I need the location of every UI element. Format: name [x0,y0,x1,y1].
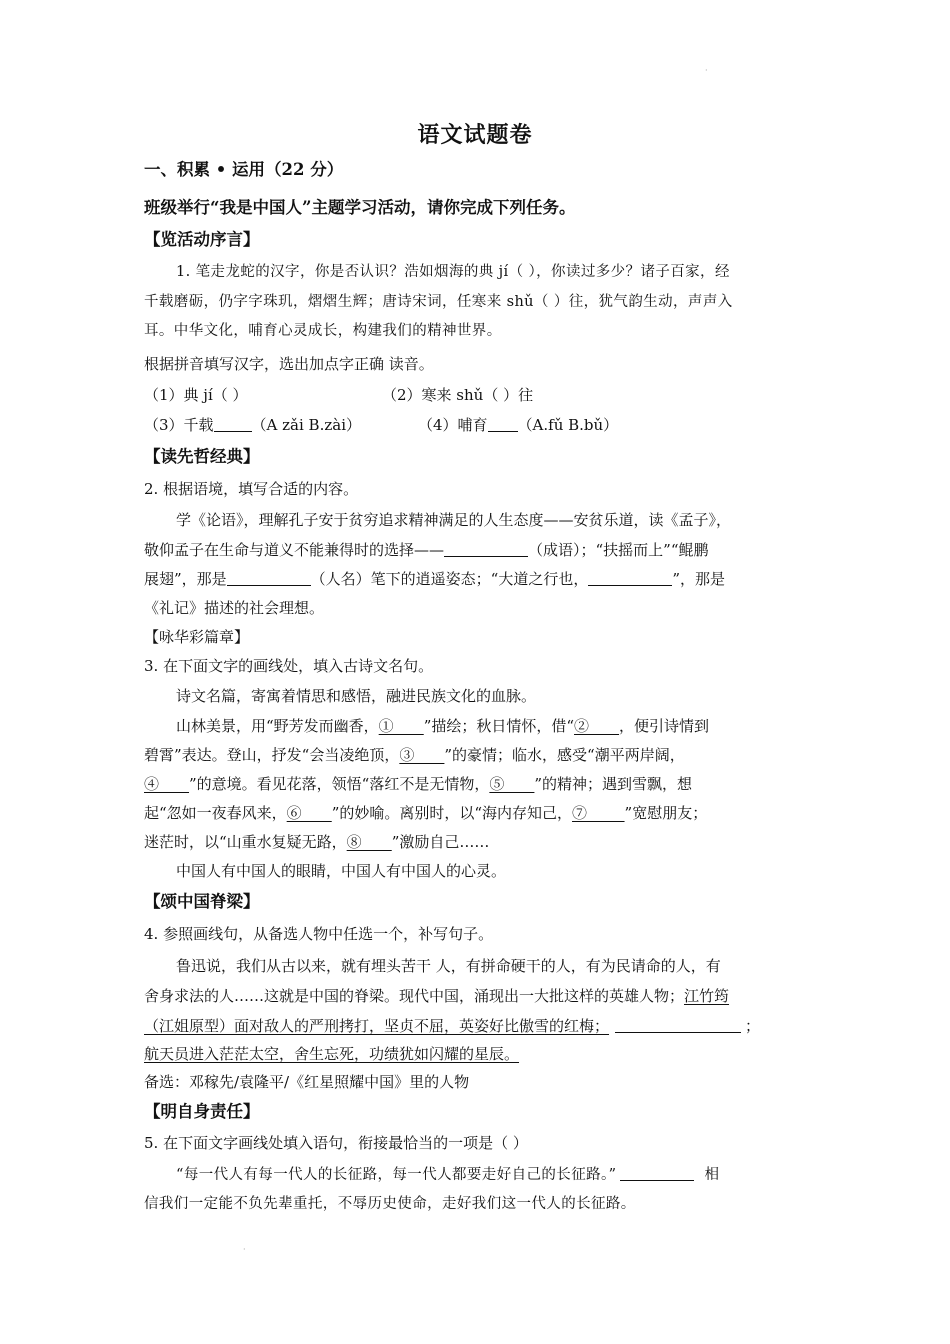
poem-blank-7[interactable]: ⑦_____ [572,804,625,822]
part1-heading: 【览活动序言】 [144,230,260,249]
poem-blank-1[interactable]: ①____ [378,717,424,735]
part3-text: ”的精神；遇到雪飘，想 [534,775,693,793]
part5-line: 信我们一定能不负先辈重托，不辱历史使命，走好我们这一代人的长征路。 [144,1196,636,1212]
page-title: 语文试题卷 [417,122,533,148]
part3-heading: 【咏华彩篇章】 [144,628,250,646]
quote-blank[interactable] [588,571,672,586]
part3-line [144,803,804,823]
part5-question: 5. 在下面文字画线处填入语句，衔接最恰当的一项是（ ） [144,1134,528,1152]
part1-q4 [418,415,718,435]
poem-blank-3[interactable]: ③____ [399,746,445,764]
part1-passage-line: 耳。中华文化，哺育心灵成长，构建我们的精神世界。 [144,323,502,339]
footer-mark: · [243,1245,246,1254]
part3-text: ”的妙喻。离别时，以“海内存知己， [331,804,573,822]
part2-line: 《礼记》描述的社会理想。 [144,599,325,617]
part1-passage-line: 千载磨砺，仍字字珠玑，熠熠生辉；唐诗宋词，任寒来 shǔ（ ）往，犹气韵生动，声声入 [144,294,733,310]
part5-heading: 【明自身责任】 [144,1102,260,1121]
part5-line [176,1165,836,1185]
part2-text: （人名）笔下的逍遥姿态；“大道之行也， [310,570,589,588]
part3-text: 碧霄”表达。登山，抒发“会当凌绝顶， [144,746,400,764]
part2-line: 学《论语》，理解孔子安于贫穷追求精神满足的人生态度——安贫乐道，读《孟子》， [176,511,732,529]
part2-text: 敬仰孟子在生命与道义不能兼得时的选择—— [144,541,445,559]
part3-text: ”的意境。看见花落，领悟“落红不是无情物， [189,775,490,793]
sentence-blank[interactable] [615,1018,741,1033]
part3-text: ，便引诗情到 [619,717,710,735]
name-blank[interactable] [227,571,311,586]
part3-line: 中国人有中国人的眼睛，中国人有中国人的心灵。 [176,862,507,880]
q3-blank[interactable] [214,417,252,432]
model-sentence: （江姐原型）面对敌人的严刑拷打，坚贞不屈，英姿好比傲雪的红梅； [144,1017,610,1035]
part3-line [176,716,836,736]
part2-line [144,540,804,560]
part2-question: 2. 根据语境，填写合适的内容。 [144,480,359,498]
part4-heading: 【颂中国脊梁】 [144,892,260,911]
part4-line: 鲁迅说，我们从古以来，就有埋头苦干 人，有拼命硬干的人，有为民请命的人，有 [176,957,721,975]
part4-line [144,1044,804,1064]
part1-q1: （1）典 jí（ ） [144,386,248,404]
header-mark: · [705,66,708,75]
part2-text: ”，那是 [672,570,726,588]
model-sentence: 江竹筠 [684,987,730,1005]
part2-line [144,569,804,589]
part3-text: 山林美景，用“野芳发而幽香， [176,717,379,735]
model-sentence: 航天员进入茫茫太空，舍生忘死，功绩犹如闪耀的星辰。 [144,1045,520,1063]
part5-text: 相 [704,1167,720,1183]
part4-text: 舍身求法的人……这就是中国的脊梁。现代中国，涌现出一大批这样的英雄人物； [144,987,685,1005]
part1-q3 [144,415,384,435]
part2-text: 展翅”，那是 [144,570,227,588]
part1-passage-line: 1. 笔走龙蛇的汉字，你是否认识？浩如烟海的典 jí（ ），你读过多少？诸子百家，经 [176,264,730,280]
part3-text: 起“忽如一夜春风来， [144,804,287,822]
part4-line [144,1016,804,1036]
part4-text: ； [745,1017,761,1035]
q4-prefix: （4）哺育 [418,416,488,434]
part3-text: ”描绘；秋日情怀，借“ [423,717,575,735]
part3-line [144,832,804,852]
q3-options: （A zǎi B.zài） [251,416,361,434]
poem-blank-4[interactable]: ④____ [144,775,190,793]
part3-line: 诗文名篇，寄寓着情思和感悟，融进民族文化的血脉。 [176,687,537,705]
poem-blank-8[interactable]: ⑧____ [346,833,392,851]
part3-text: ”宽慰朋友； [624,804,708,822]
part2-text: （成语）；“扶摇而上”“鲲鹏 [528,541,709,559]
part3-text: 迷茫时，以“山重水复疑无路， [144,833,347,851]
part1-instruction: 根据拼音填写汉字，选出加点字正确 读音。 [144,355,434,373]
q4-blank[interactable] [488,417,518,432]
idiom-blank[interactable] [444,542,528,557]
part3-line [144,774,804,794]
part5-text: “每一代人有每一代人的长征路，每一代人都要走好自己的长征路。” [176,1167,617,1183]
part3-text: ”激励自己…… [391,833,490,851]
part1-q2: （2）寒来 shǔ（ ）往 [382,386,534,404]
part4-options: 备选：邓稼先/袁隆平/《红星照耀中国》里的人物 [144,1073,470,1091]
part4-question: 4. 参照画线句，从备选人物中任选一个，补写句子。 [144,925,494,943]
part3-text: ”的豪情；临水，感受“潮平两岸阔， [444,746,685,764]
part3-line [144,745,804,765]
section-intro: 班级举行“我是中国人”主题学习活动，请你完成下列任务。 [144,198,576,217]
q4-options: （A.fǔ B.bǔ） [517,416,619,434]
poem-blank-5[interactable]: ⑤____ [489,775,535,793]
poem-blank-2[interactable]: ②____ [574,717,620,735]
part3-question: 3. 在下面文字的画线处，填入古诗文名句。 [144,657,434,675]
connector-blank[interactable] [620,1166,694,1181]
q3-prefix: （3）千载 [144,416,214,434]
part4-line [144,986,804,1006]
section-heading: 一、积累 • 运用（22 分） [144,160,344,179]
poem-blank-6[interactable]: ⑥____ [286,804,332,822]
part2-heading: 【读先哲经典】 [144,447,260,466]
